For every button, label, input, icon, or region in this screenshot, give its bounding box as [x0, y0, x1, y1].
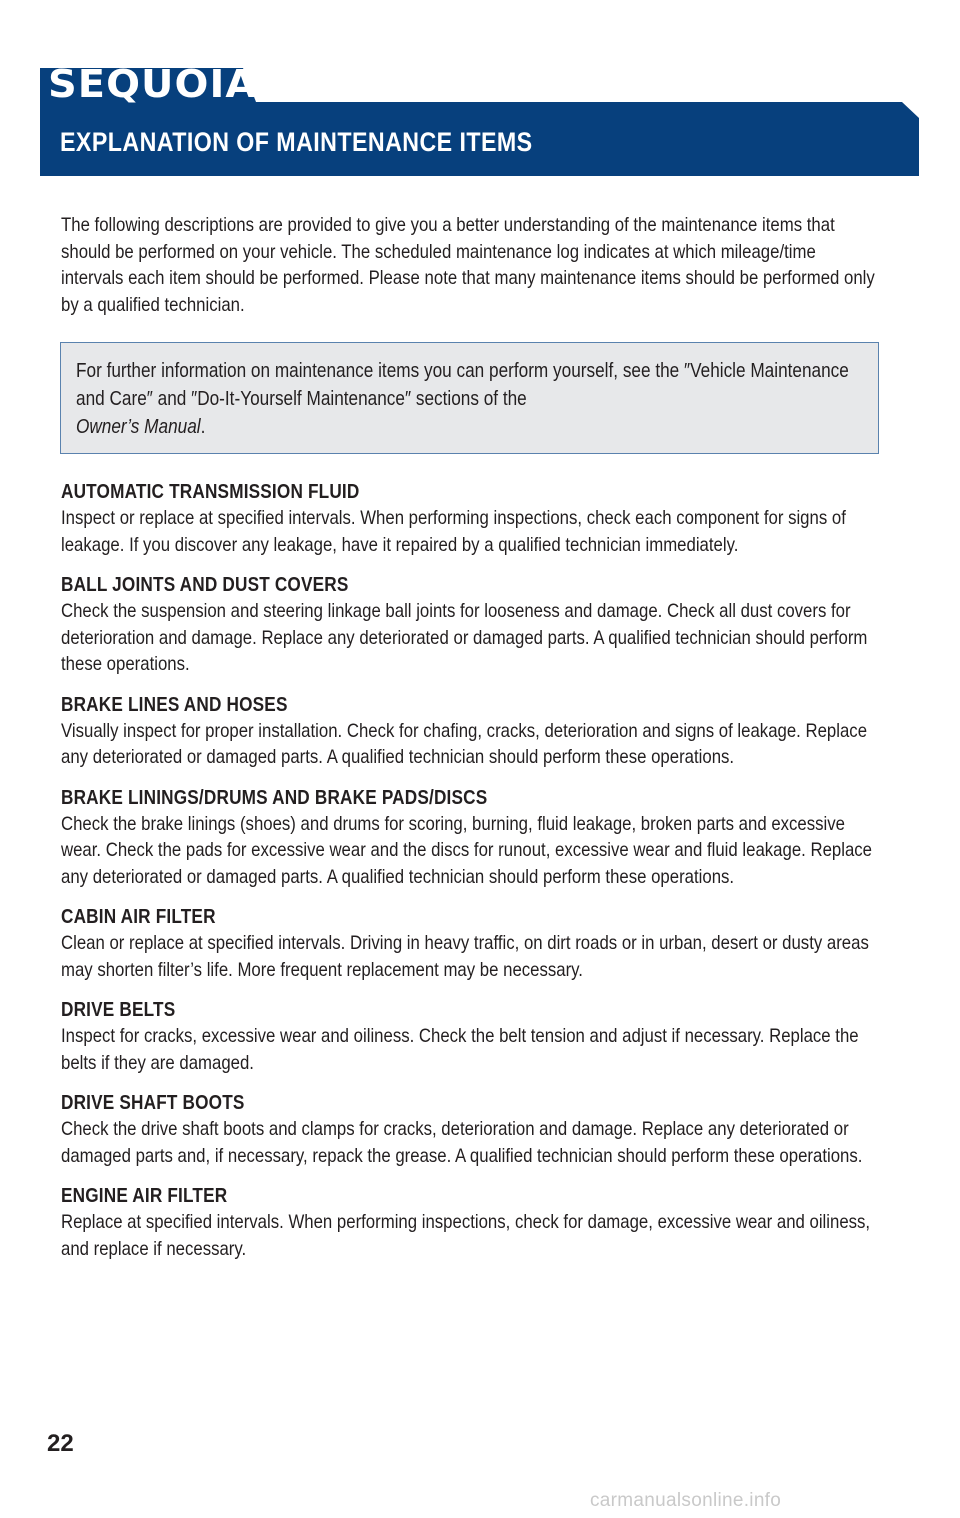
maintenance-item: [61, 572, 878, 678]
item-description: Inspect for cracks, excessive wear and oiliness. Check the belt tension and adjust if necessary. Replace the belts if they are damaged.: [61, 1025, 859, 1074]
intro-paragraph: The following descriptions are provided to give you a better understanding of the maintenance items that should be performed on your vehicle. The scheduled maintenance log indicates at which mileage/time intervals each item should be performed. Please note that many maintenance items should be performed only by a qualified technician.: [61, 214, 875, 316]
item-title: CABIN AIR FILTER: [61, 906, 216, 928]
maintenance-item: [61, 785, 878, 891]
item-title: BALL JOINTS AND DUST COVERS: [61, 574, 349, 596]
item-title: BRAKE LININGS/DRUMS AND BRAKE PADS/DISCS: [61, 786, 488, 809]
maintenance-item: [61, 997, 878, 1076]
item-description: Check the drive shaft boots and clamps for cracks, deterioration and damage. Replace any deteriorated or damaged parts and, if necessary, repack the grease. A qualified technician should perform these operations.: [61, 1118, 863, 1167]
model-name: SEQUOIA: [48, 62, 258, 106]
item-description: Visually inspect for proper installation. Check for chafing, cracks, deterioration and signs of leakage. Replace any deteriorated or damaged parts. A qualified technician should perform these operations.: [61, 719, 868, 768]
page-title: EXPLANATION OF MAINTENANCE ITEMS: [60, 127, 533, 157]
info-note-text: [76, 357, 867, 441]
item-description: Check the brake linings (shoes) and drums for scoring, burning, fluid leakage, broken parts and excessive wear. Check the pads for excessive wear and the discs for runout, excessive wear and fluid leakage. Replace any deteriorated or damaged parts. A qualified technician should perform these operations.: [61, 812, 872, 888]
page-number: 22: [47, 1430, 74, 1457]
owners-manual-reference: Owner’s Manual: [76, 416, 201, 438]
item-title: BRAKE LINES AND HOSES: [61, 693, 288, 716]
item-title: DRIVE SHAFT BOOTS: [61, 1092, 245, 1114]
maintenance-item: [61, 692, 878, 771]
item-description: Replace at specified intervals. When performing inspections, check for damage, excessive wear and oiliness, and replace if necessary.: [61, 1211, 871, 1260]
item-title: AUTOMATIC TRANSMISSION FLUID: [61, 481, 360, 503]
item-title: ENGINE AIR FILTER: [61, 1185, 228, 1207]
maintenance-item: [61, 904, 878, 983]
item-description: Inspect or replace at specified intervals. When performing inspections, check each component for signs of leakage. If you discover any leakage, have it repaired by a qualified technician immediately.: [61, 507, 846, 556]
maintenance-item: [61, 479, 878, 558]
item-description: Clean or replace at specified intervals. Driving in heavy traffic, on dirt roads or in urban, desert or dusty areas may shorten filter’s life. More frequent replacement may be necessary.: [61, 932, 869, 981]
maintenance-item: [61, 1183, 878, 1262]
info-note-box: [60, 342, 879, 454]
watermark: carmanualsonline.info: [590, 1490, 782, 1511]
maintenance-item: [61, 1090, 878, 1169]
item-description: Check the suspension and steering linkage ball joints for looseness and damage. Check all dust covers for deterioration and damage. Replace any deteriorated or damaged parts. A qualified technician should perform these operations.: [61, 600, 868, 675]
note-suffix: .: [200, 416, 206, 438]
maintenance-items-list: [61, 479, 878, 1276]
note-body: For further information on maintenance items you can perform yourself, see the ″Vehicle Maintenance and Care″ and ″Do-It-Yourself Maintenance″ sections of the: [76, 360, 849, 410]
item-title: DRIVE BELTS: [61, 999, 176, 1021]
